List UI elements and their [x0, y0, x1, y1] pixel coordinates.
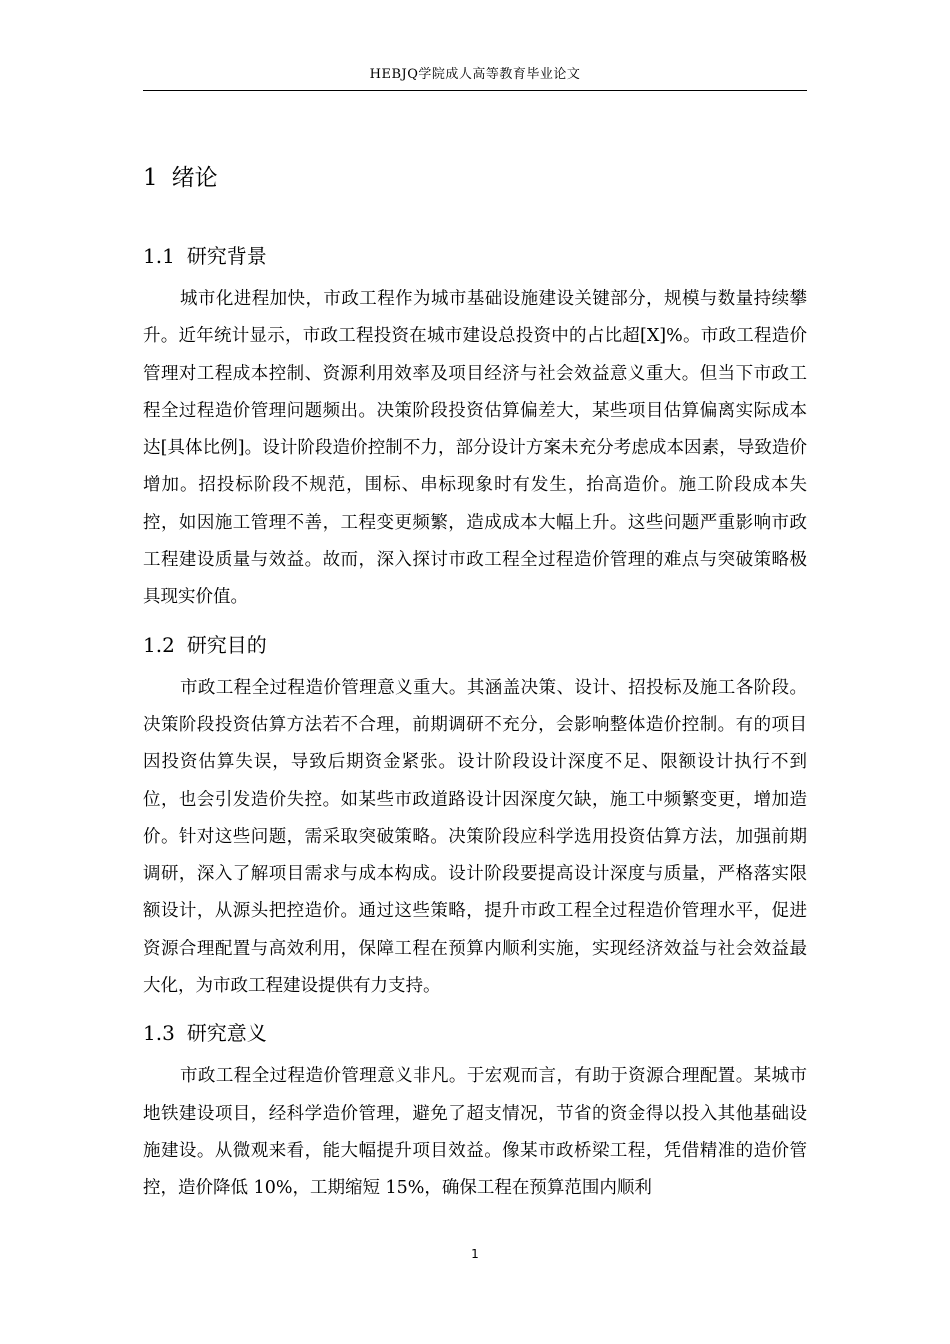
section-title: 研究背景: [186, 244, 267, 268]
paragraph-significance: 市政工程全过程造价管理意义非凡。于宏观而言，有助于资源合理配置。某城市地铁建设项目，经科学造价管理，避免了超支情况，节省的资金得以投入其他基础设施建设。从微观来看，能大幅提升项目效益。像某市政桥梁工程，凭借精准的造价管控，造价降低 10%，工期缩短 15%，确保工程在预算范围内顺利: [143, 1066, 807, 1199]
section-heading-background: [143, 236, 807, 276]
section-number: 1.2: [143, 632, 175, 657]
page-body: [143, 150, 807, 1208]
chapter-heading: [143, 150, 807, 220]
running-header: HEBJQ学院成人高等教育毕业论文: [143, 64, 807, 91]
section-number: 1.3: [143, 1021, 175, 1046]
section-heading-purpose: [143, 625, 807, 665]
paragraph-background: 城市化进程加快，市政工程作为城市基础设施建设关键部分，规模与数量持续攀升。近年统计显示，市政工程投资在城市建设总投资中的占比超[X]%。市政工程造价管理对工程成本控制、资源利用效率及项目经济与社会效益意义重大。但当下市政工程全过程造价管理问题频出。决策阶段投资估算偏差大，某些项目估算偏离实际成本达[具体比例]。设计阶段造价控制不力，部分设计方案未充分考虑成本因素，导致造价增加。招投标阶段不规范，围标、串标现象时有发生，抬高造价。施工阶段成本失控，如因施工管理不善，工程变更频繁，造成成本大幅上升。这些问题严重影响市政工程建设质量与效益。故而，深入探讨市政工程全过程造价管理的难点与突破策略极具现实价值。: [143, 289, 807, 608]
section-title: 研究意义: [186, 1021, 267, 1046]
section-number: 1.1: [143, 244, 175, 268]
page-number: 1: [471, 1247, 479, 1261]
section-heading-significance: [143, 1013, 807, 1053]
paragraph-purpose: 市政工程全过程造价管理意义重大。其涵盖决策、设计、招投标及施工各阶段。决策阶段投资估算方法若不合理，前期调研不充分，会影响整体造价控制。有的项目因投资估算失误，导致后期资金紧张。设计阶段设计深度不足、限额设计执行不到位，也会引发造价失控。如某些市政道路设计因深度欠缺，施工中频繁变更，增加造价。针对这些问题，需采取突破策略。决策阶段应科学选用投资估算方法，加强前期调研，深入了解项目需求与成本构成。设计阶段要提高设计深度与质量，严格落实限额设计，从源头把控造价。通过这些策略，提升市政工程全过程造价管理水平，促进资源合理配置与高效利用，保障工程在预算内顺利实施，实现经济效益与社会效益最大化，为市政工程建设提供有力支持。: [143, 677, 807, 997]
chapter-number: 1: [143, 165, 158, 191]
chapter-title: 绪论: [171, 165, 218, 191]
section-title: 研究目的: [186, 632, 267, 657]
